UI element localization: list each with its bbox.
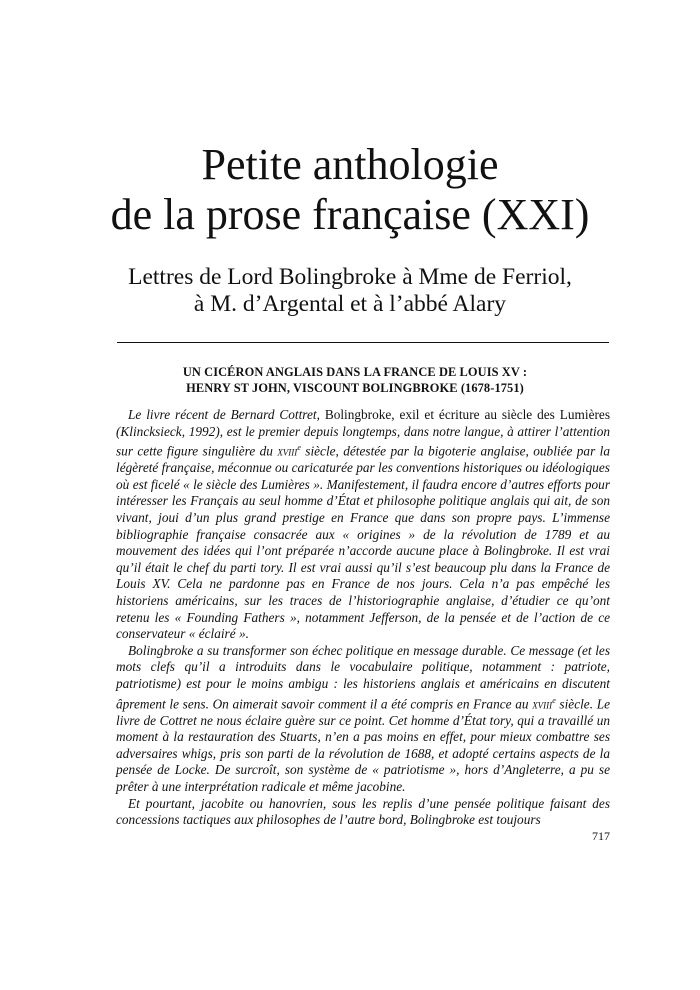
section-heading bbox=[100, 364, 610, 396]
horizontal-rule bbox=[117, 342, 609, 343]
page-title bbox=[60, 140, 640, 240]
section-heading-line-2: HENRY ST JOHN, VISCOUNT BOLINGBROKE (1678-1751) bbox=[186, 381, 524, 395]
title-line-1: Petite anthologie bbox=[201, 140, 499, 189]
article-body bbox=[116, 407, 610, 829]
subtitle-line-2: à M. d’Argental et à l’abbé Alary bbox=[193, 291, 507, 317]
paragraph-1-part-a: Le livre récent de Bernard Cottret, bbox=[128, 407, 325, 422]
subtitle-line-1: Lettres de Lord Bolingbroke à Mme de Ferriol, bbox=[128, 264, 572, 290]
paragraph-1-century-sup: e bbox=[297, 443, 301, 453]
paragraph-2-century: xviii bbox=[532, 695, 553, 711]
paragraph-1-part-f: siècle, détestée par la bigoterie anglaise, oubliée par la légèreté française, méconnue ou caricaturée par les conventions historiques ou idéologiques où est ficelé « le siècle des Lumières ». Manifestement, il faudra encore d’autres efforts pour intéresser les Français au seul homme d’État et philosophe politique anglais qui ait, de son vivant, joui d’un plus grand prestige en France que dans son propre pays. L’immense bibliographie française consacrée aux « origines » de la révolution de 1789 et au mouvement des idées qui l’ont préparée n’accorde aucune place à Bolingbroke. Il est vrai qu’il était le chef du parti tory. Il est vrai aussi qu’il s’est beaucoup plu dans la France de Louis XV. Cela ne pardonne pas en France de nos jours. Cela n’a pas empêché les historiens américains, sur les traces de l’historiographie anglaise, d’étudier ce qu’ont retenu les « Founding Fathers », notamment Jefferson, de la pensée et de l’action de ce conservateur « éclairé ». bbox=[116, 443, 610, 642]
paragraph-3 bbox=[116, 796, 610, 829]
title-line-2: de la prose française (XXI) bbox=[110, 190, 590, 239]
page-number: 717 bbox=[592, 829, 610, 843]
section-heading-line-1: UN CICÉRON ANGLAIS DANS LA FRANCE DE LOUIS XV : bbox=[182, 365, 528, 379]
paragraph-3-text: Et pourtant, jacobite ou hanovrien, sous les replis d’une pensée politique faisant des concessions tactiques aux philosophes de l’autre bord, Bolingbroke est toujours bbox=[116, 795, 610, 828]
paragraph-1-century: xviii bbox=[277, 443, 298, 459]
paragraph-2-part-d: siècle. Le livre de Cottret ne nous éclaire guère sur ce point. Cet homme d’État tory, qui a travaillé un moment à la restauration des Stuarts, n’en a pas moins en effet, pour mieux combattre ses adversaires whigs, pris son parti de la révolution de 1688, et adopté certains aspects de la pensée de Locke. De surcroît, son système de « patriotisme », hors d’Angleterre, a pu se prêter à une interprétation radicale et même jacobine. bbox=[116, 695, 610, 794]
paragraph-2-century-sup: e bbox=[552, 695, 556, 705]
paragraph-1 bbox=[116, 407, 610, 643]
paragraph-1-book-title: Bolingbroke, exil et écriture au siècle des Lumières bbox=[324, 407, 610, 422]
paragraph-2-part-a: Bolingbroke a su transformer son échec politique en message durable. Ce message (et les mots clefs qu’il a introduits dans le vocabulaire politique, notamment : patriote, patriotisme) est pour le moins ambigu : les historiens anglais et américains en discutent âprement le sens. On aimerait savoir comment il a été compris en France au bbox=[116, 642, 610, 711]
paragraph-2 bbox=[116, 643, 610, 796]
paragraph-1-part-c: (Klincksieck, 1992), est le premier depuis longtemps, dans notre langue, à attirer l’attention sur cette figure singulière du bbox=[116, 423, 610, 459]
page-subtitle bbox=[60, 264, 640, 318]
